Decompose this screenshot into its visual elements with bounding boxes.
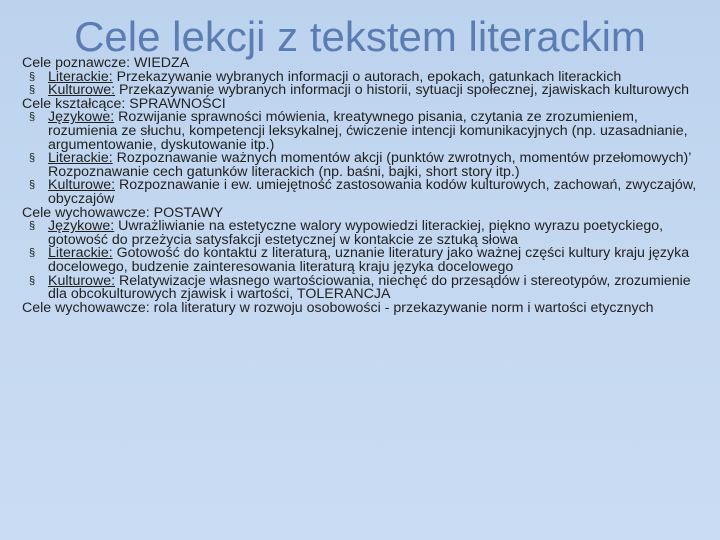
item-text: Przekazywanie wybranych informacji o historii, sytuacji społecznej, zjawiskach kulturowych (115, 82, 690, 99)
list-item (22, 179, 702, 206)
item-term: Kulturowe: (48, 82, 116, 99)
item-term: Językowe: (48, 218, 115, 235)
list-item (22, 84, 702, 98)
item-text: Rozpoznawanie ważnych momentów akcji (punktów zwrotnych, momentów przełomowych)’ Rozpoznawanie cech gatunków literackich (np. baśni, bajki, short story itp.) (48, 150, 691, 180)
square-bullet-icon: § (29, 70, 36, 83)
item-text: Gotowość do kontaktu z literaturą, uznanie literatury jako ważnej części kultury kraju języka docelowego, budzenie zainteresowania literaturą kraju języka docelowego (48, 245, 690, 275)
item-term: Kulturowe: (48, 177, 116, 194)
list-item (22, 247, 702, 274)
section-heading: Cele kształcące: SPRAWNOŚCI (22, 95, 226, 112)
list-item (22, 272, 702, 303)
square-bullet-icon: § (29, 274, 36, 287)
item-text: Przekazywanie wybranych informacji o autorach, epokach, gatunkach literackich (112, 68, 622, 85)
section-wychowawcze-postawy (22, 204, 702, 303)
slide-title: Cele lekcji z tekstem literackim (74, 13, 646, 60)
list-item (22, 220, 702, 247)
square-bullet-icon: § (29, 220, 36, 233)
section-wychowawcze-rola (22, 299, 702, 316)
item-text: Rozwijanie sprawności mówienia, kreatywnego pisania, czytania ze zrozumieniem, rozumienia ze słuchu, kompetencji leksykalnej, ćwiczenie intencji komunikacyjnych (np. uzasadnianie, argumentowanie, dyskutowanie itp.) (48, 109, 688, 153)
section-poznawcze (22, 57, 702, 98)
item-text: Uwrażliwianie na estetyczne walory wypowiedzi literackiej, piękno wyrazu poetyckiego, gotowość do przeżycia satysfakcji estetycznej w kontakcie ze sztuką słowa (48, 218, 664, 248)
list-item (22, 152, 702, 179)
item-term: Literackie: (48, 245, 113, 262)
slide-content (22, 57, 702, 315)
item-term: Literackie: (48, 150, 113, 167)
section-heading (22, 299, 702, 316)
section-heading: Cele wychowawcze: POSTAWY (22, 204, 224, 221)
item-term: Językowe: (48, 109, 115, 126)
item-term: Literackie: (48, 68, 113, 85)
section-heading-text: Cele wychowawcze: rola literatury w rozwoju osobowości - przekazywanie norm i wartości etycznych (22, 299, 654, 316)
section-ksztalcace (22, 95, 702, 207)
square-bullet-icon: § (29, 247, 36, 260)
section-heading: Cele poznawcze: WIEDZA (22, 55, 190, 71)
square-bullet-icon: § (29, 152, 36, 165)
item-text: Rozpoznawanie i ew. umiejętność zastosowania kodów kulturowych, zachowań, zwyczajów, obyczajów (48, 177, 697, 207)
square-bullet-icon: § (29, 84, 36, 97)
item-term: Kulturowe: (48, 272, 116, 289)
square-bullet-icon: § (29, 179, 36, 192)
list-item (22, 111, 702, 152)
item-text: Relatywizacje własnego wartościowania, niechęć do przesądów i stereotypów, zrozumienie dla obcokulturowych zjawisk i wartości, TOLERANCJA (48, 272, 691, 303)
square-bullet-icon: § (29, 111, 36, 124)
